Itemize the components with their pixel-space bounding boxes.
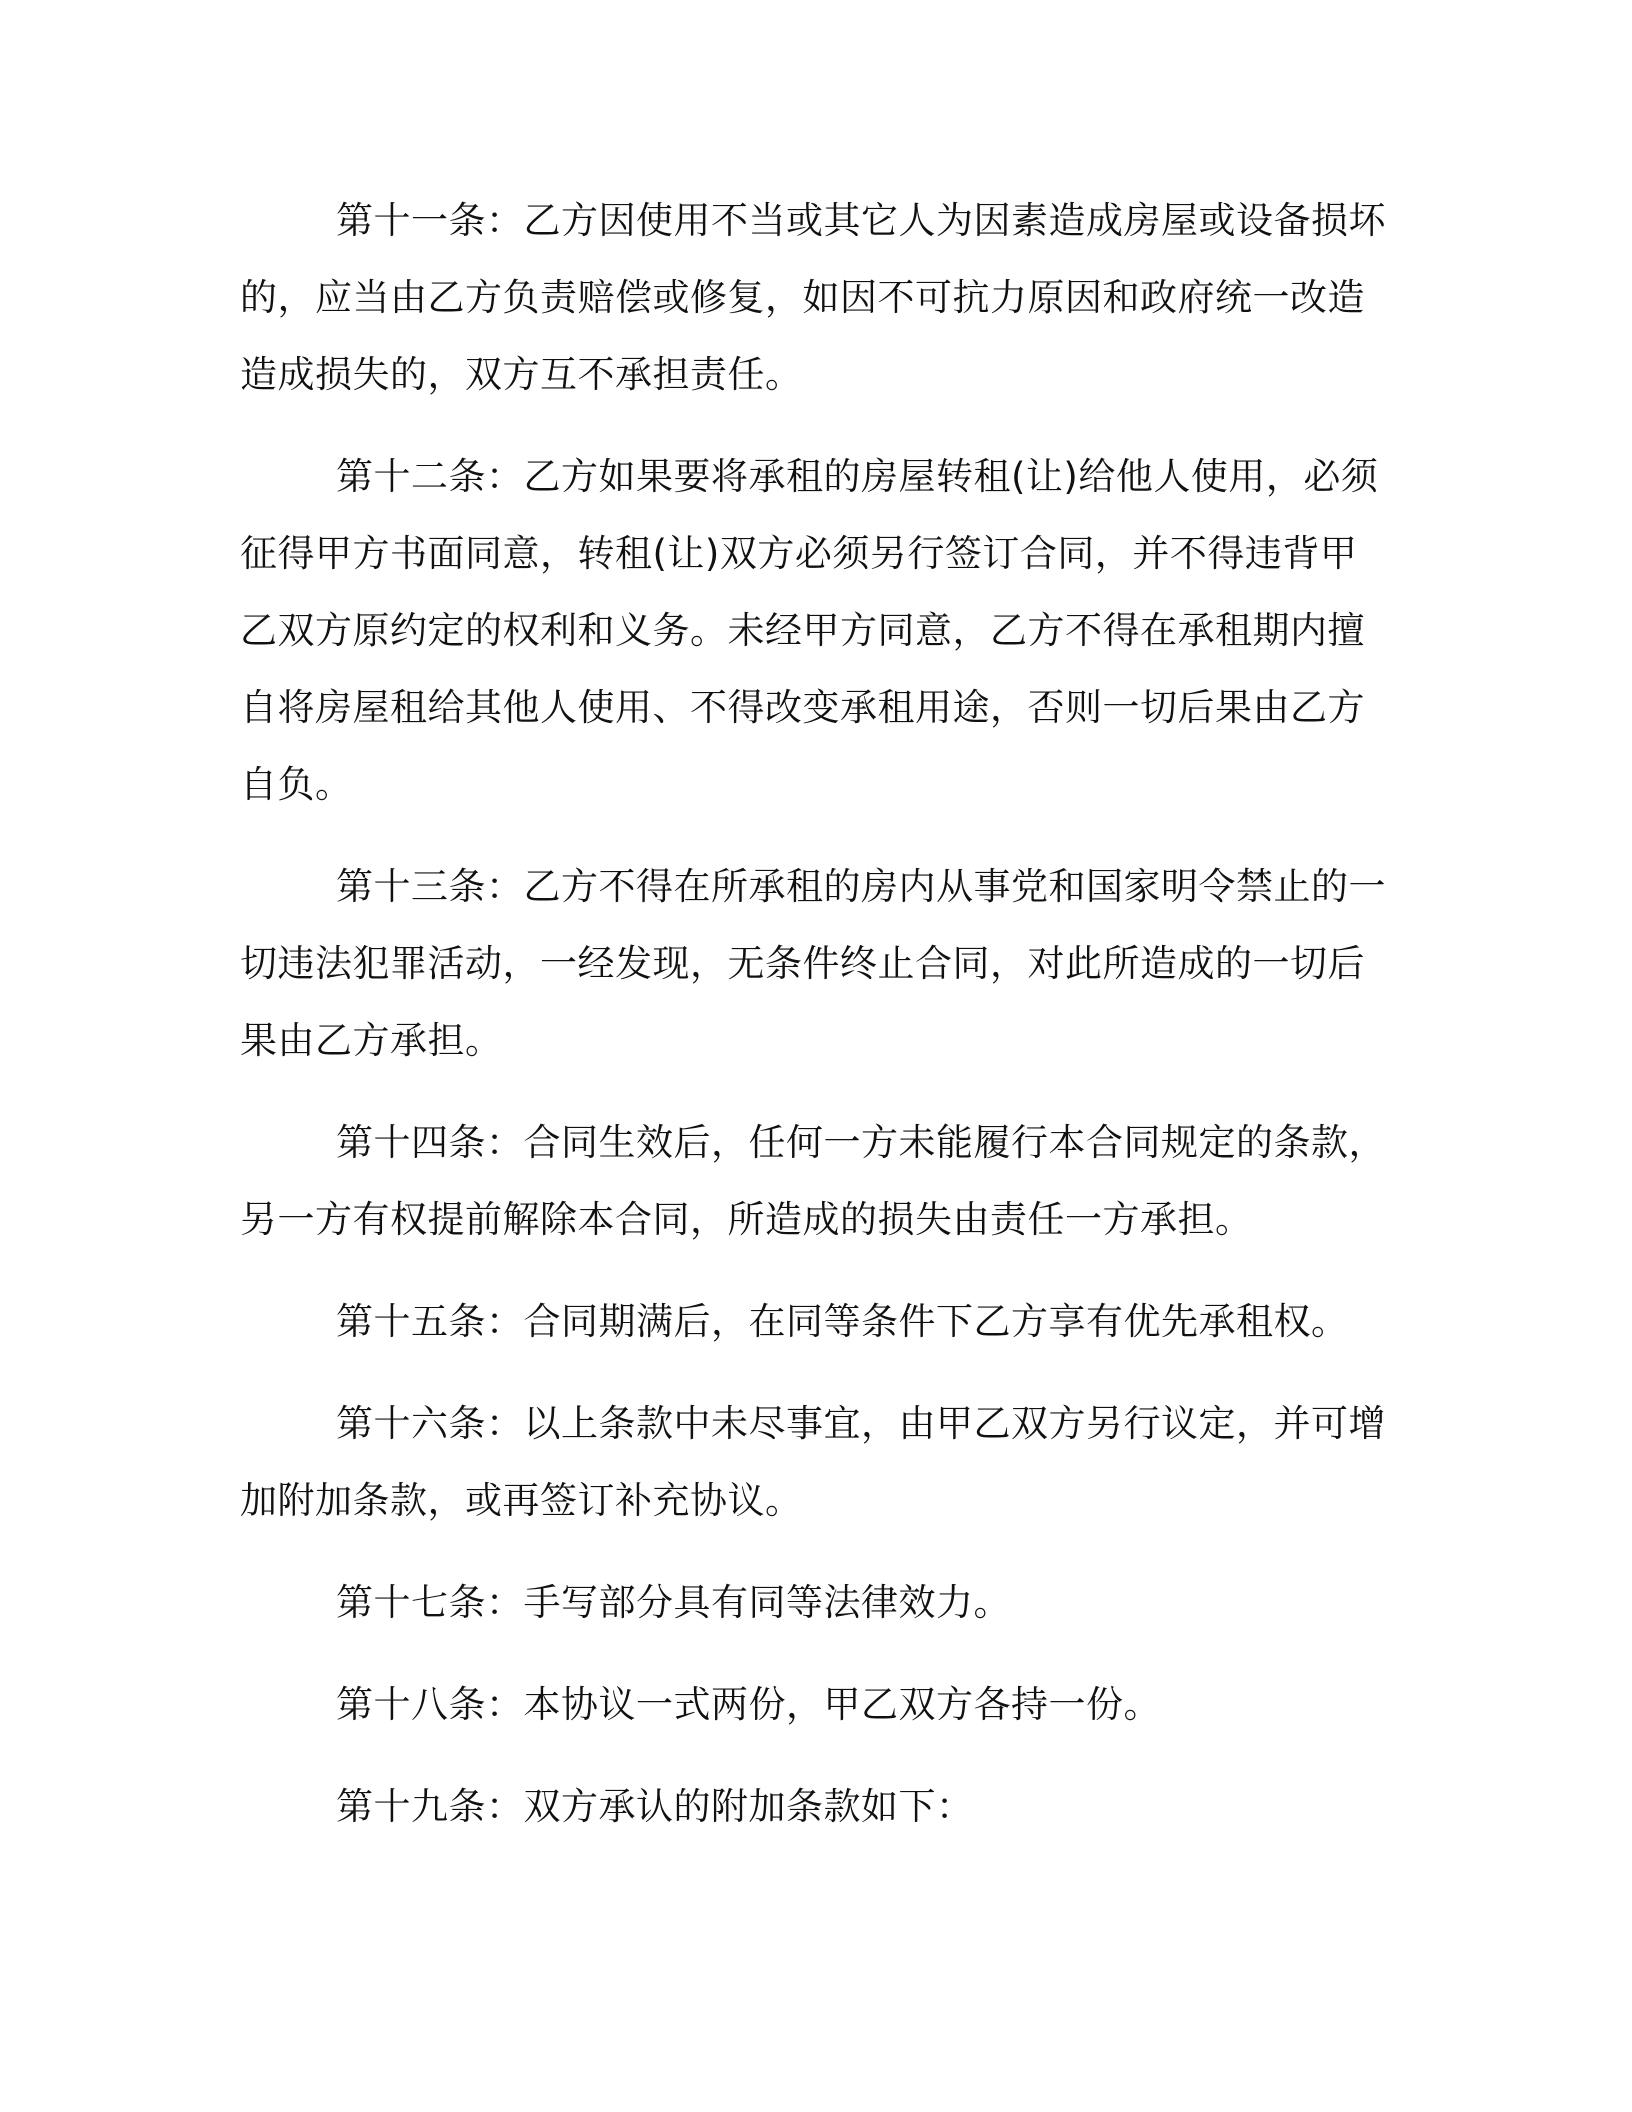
clause-16: 第十六条：以上条款中未尽事宜，由甲乙双方另行议定，并可增加附加条款，或再签订补充协议。 <box>240 1402 1386 1522</box>
clause-14: 第十四条：合同生效后，任何一方未能履行本合同规定的条款，另一方有权提前解除本合同，所造成的损失由责任一方承担。 <box>240 1121 1386 1241</box>
clause-12: 第十二条：乙方如果要将承租的房屋转租(让)给他人使用，必须征得甲方书面同意，转租(让)双方必须另行签订合同，并不得违背甲乙双方原约定的权利和义务。未经甲方同意，乙方不得在承租期内擅自将房屋租给其他人使用、不得改变承租用途，否则一切后果由乙方自负。 <box>240 455 1379 806</box>
clause-11: 第十一条：乙方因使用不当或其它人为因素造成房屋或设备损坏的，应当由乙方负责赔偿或修复，如因不可抗力原因和政府统一改造造成损失的，双方互不承担责任。 <box>240 199 1386 396</box>
clause-17: 第十七条：手写部分具有同等法律效力。 <box>336 1581 1011 1624</box>
clause-15: 第十五条：合同期满后，在同等条件下乙方享有优先承租权。 <box>336 1300 1349 1343</box>
clause-18: 第十八条：本协议一式两份，甲乙双方各持一份。 <box>336 1683 1161 1726</box>
document-body <box>240 182 1390 1870</box>
clause-13: 第十三条：乙方不得在所承租的房内从事党和国家明令禁止的一切违法犯罪活动，一经发现，无条件终止合同，对此所造成的一切后果由乙方承担。 <box>240 865 1386 1062</box>
clause-19: 第十九条：双方承认的附加条款如下： <box>336 1785 974 1828</box>
